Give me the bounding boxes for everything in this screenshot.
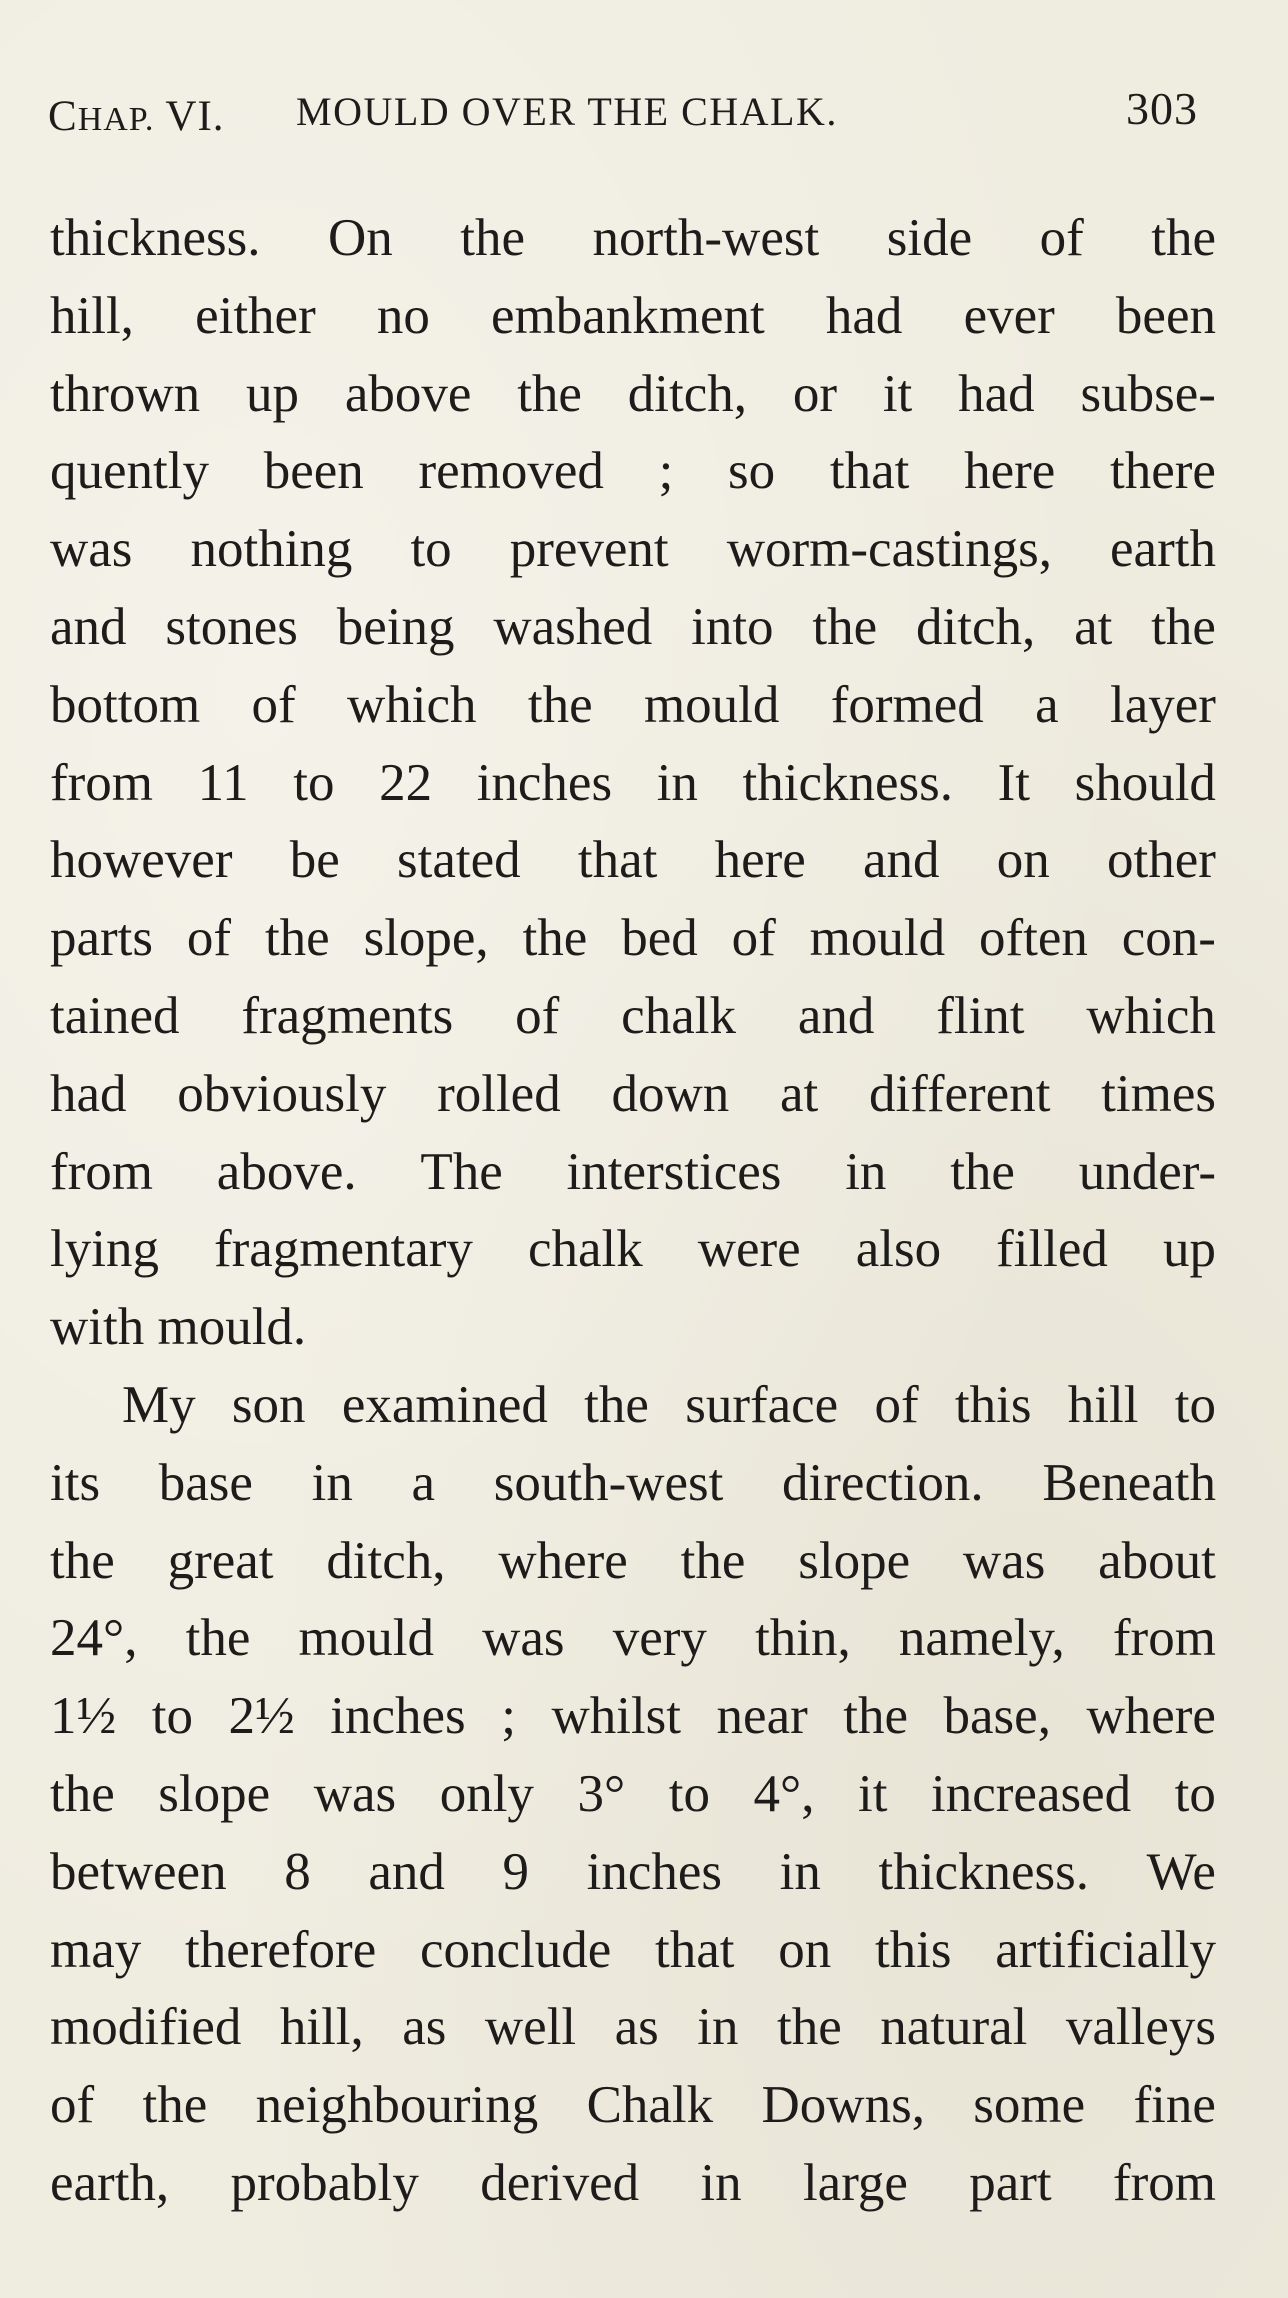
text-line: modified hill, as well as in the natural valleys [50,1998,1216,2057]
text-line: My son examined the surface of this hill to [122,1375,1216,1434]
text-line: hill, either no embankment had ever been [50,286,1216,345]
text-line: earth, probably derived in large part from [50,2153,1216,2212]
text-line: bottom of which the mould formed a layer [50,675,1216,734]
text-line: the slope was only 3° to 4°, it increased to [50,1764,1216,1823]
text-line: between 8 and 9 inches in thickness. We [50,1842,1216,1901]
text-line: its base in a south-west direction. Beneath [50,1453,1216,1512]
text-line: was nothing to prevent worm-castings, earth [50,520,1216,579]
chapter-label: CHAP. VI. [48,93,225,140]
text-line: may therefore conclude that on this artificially [50,1920,1216,1979]
text-line: with mould. [50,1298,307,1357]
text-line: thickness. On the north-west side of the [50,209,1216,267]
text-line: from above. The interstices in the under- [50,1142,1216,1201]
running-title: MOULD OVER THE CHALK. [296,89,838,134]
text-line: of the neighbouring Chalk Downs, some fine [50,2076,1216,2135]
text-line: the great ditch, where the slope was about [50,1531,1216,1590]
text-line: had obviously rolled down at different times [50,1064,1216,1123]
text-line: thrown up above the ditch, or it had subse- [50,364,1216,423]
text-line: from 11 to 22 inches in thickness. It should [50,753,1216,812]
text-line: 24°, the mould was very thin, namely, from [50,1609,1216,1668]
body-text [50,200,1216,2223]
text-line: parts of the slope, the bed of mould often con- [50,909,1216,968]
text-line: tained fragments of chalk and flint which [50,986,1216,1045]
running-head [48,82,1198,142]
text-line: however be stated that here and on other [50,831,1216,890]
page-number: 303 [1126,83,1198,134]
text-line: lying fragmentary chalk were also filled up [50,1220,1216,1279]
text-line: and stones being washed into the ditch, at the [50,597,1216,656]
text-line: 1½ to 2½ inches ; whilst near the base, where [50,1687,1216,1746]
text-line: quently been removed ; so that here there [50,442,1216,501]
